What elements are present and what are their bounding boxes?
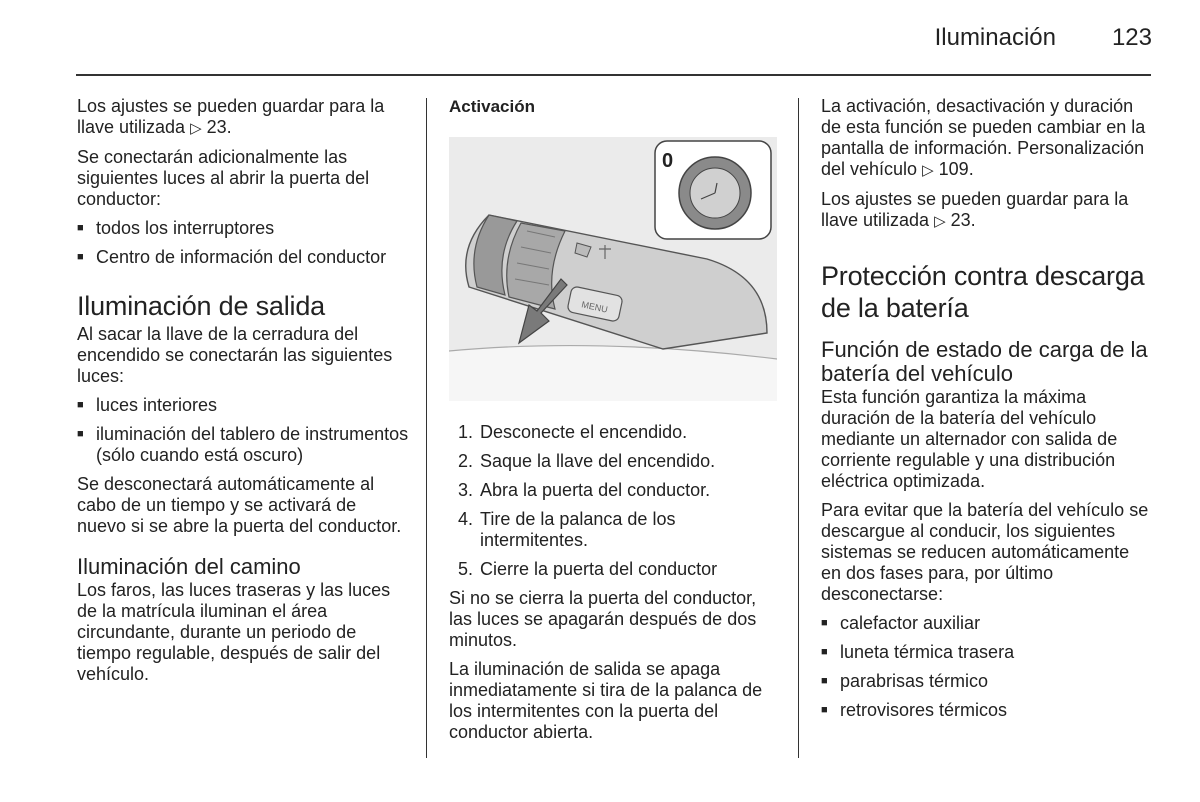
column-1 <box>77 96 409 693</box>
bullet-item: ■ luneta térmica trasera <box>821 642 1153 663</box>
step-text: Cierre la puerta del conductor <box>480 559 718 579</box>
column-3 <box>821 96 1153 729</box>
list-item: 5. Cierre la puerta del conductor <box>458 559 718 579</box>
paragraph-text: Los ajustes se pueden guardar para la llave utilizada <box>77 96 385 137</box>
subheading: Activación <box>449 97 535 116</box>
activation-steps <box>449 422 781 580</box>
column-2 <box>449 96 781 751</box>
step-text: Desconecte el encendido. <box>480 422 688 442</box>
paragraph: La iluminación de salida se apaga inmediatamente si tira de la palanca de los intermitentes con la puerta del conductor abierta. <box>449 659 763 742</box>
step-text: Abra la puerta del conductor. <box>480 480 711 500</box>
bullet-item: ■ retrovisores térmicos <box>821 700 1153 721</box>
paragraph: Los ajustes se pueden guardar para la llave utilizada ▷ 23. <box>821 189 1129 230</box>
list-item: 4. Tire de la palanca de los intermitentes. <box>458 509 676 550</box>
bullet-item: ■ iluminación del tablero de instrumentos (sólo cuando está oscuro) <box>77 424 409 466</box>
paragraph: Para evitar que la batería del vehículo se descargue al conducir, los siguientes sistemas se reducen automáticamente en dos fases para, por último desconectarse: <box>821 500 1149 604</box>
header-title: Iluminación <box>934 24 1056 51</box>
bullet-item: ■ calefactor auxiliar <box>821 613 1153 634</box>
step-text: Saque la llave del encendido. <box>480 451 716 471</box>
paragraph: Al sacar la llave de la cerradura del encendido se conectarán las siguientes luces: <box>77 324 393 386</box>
turn-signal-lever-illustration <box>449 137 777 401</box>
page-reference-number: 23 <box>950 210 971 230</box>
column-divider-1 <box>426 98 427 758</box>
column-divider-2 <box>798 98 799 758</box>
bullet-item: ■ todos los interruptores <box>77 218 409 239</box>
paragraph: Se conectarán adicionalmente las siguientes luces al abrir la puerta del conductor: <box>77 147 370 209</box>
list-item: 1. Desconecte el encendido. <box>458 422 688 442</box>
paragraph: Esta función garantiza la máxima duración de la batería del vehículo mediante un alternador con salida de corriente regulable y una distribución eléctrica optimizada. <box>821 387 1118 491</box>
list-item: 3. Abra la puerta del conductor. <box>458 480 711 500</box>
paragraph: Si no se cierra la puerta del conductor, las luces se apagarán después de dos minutos. <box>449 588 757 650</box>
paragraph: Los faros, las luces traseras y las luces de la matrícula iluminan el área circundante, durante un periodo de tiempo regulable, después de salir del vehículo. <box>77 580 391 684</box>
subsection-heading: Iluminación del camino <box>77 554 301 579</box>
paragraph: La activación, desactivación y duración de esta función se pueden cambiar en la pantalla de información. Personalización del vehículo ▷ 109. <box>821 96 1146 179</box>
paragraph-text: La activación, desactivación y duración de esta función se pueden cambiar en la pantalla de información. Personalización del vehículo <box>821 96 1146 179</box>
bullet-item: ■ luces interiores <box>77 395 409 416</box>
page-number: 123 <box>1111 24 1152 51</box>
paragraph-text: Los ajustes se pueden guardar para la llave utilizada <box>821 189 1129 230</box>
section-heading: Protección contra descarga de la batería <box>821 261 1145 323</box>
page-reference-icon: ▷ <box>190 120 202 137</box>
page-reference-icon: ▷ <box>922 162 934 179</box>
page-reference-icon: ▷ <box>934 213 946 230</box>
section-heading: Iluminación de salida <box>77 291 325 321</box>
page-reference-number: 109 <box>938 159 969 179</box>
page-reference-number: 23 <box>206 117 227 137</box>
menu-button-label: MENU <box>580 299 609 315</box>
bullet-item: ■ Centro de información del conductor <box>77 247 409 268</box>
bullet-item: ■ parabrisas térmico <box>821 671 1153 692</box>
list-item: 2. Saque la llave del encendido. <box>458 451 716 471</box>
paragraph: Los ajustes se pueden guardar para la llave utilizada ▷ 23. <box>77 96 385 137</box>
subsection-heading: Función de estado de carga de la batería del vehículo <box>821 337 1148 386</box>
step-text: Tire de la palanca de los intermitentes. <box>480 509 676 550</box>
paragraph: Se desconectará automáticamente al cabo de un tiempo y se activará de nuevo si se abre la puerta del conductor. <box>77 474 402 536</box>
header-rule <box>76 74 1151 76</box>
switch-zero-label: 0 <box>662 150 674 172</box>
